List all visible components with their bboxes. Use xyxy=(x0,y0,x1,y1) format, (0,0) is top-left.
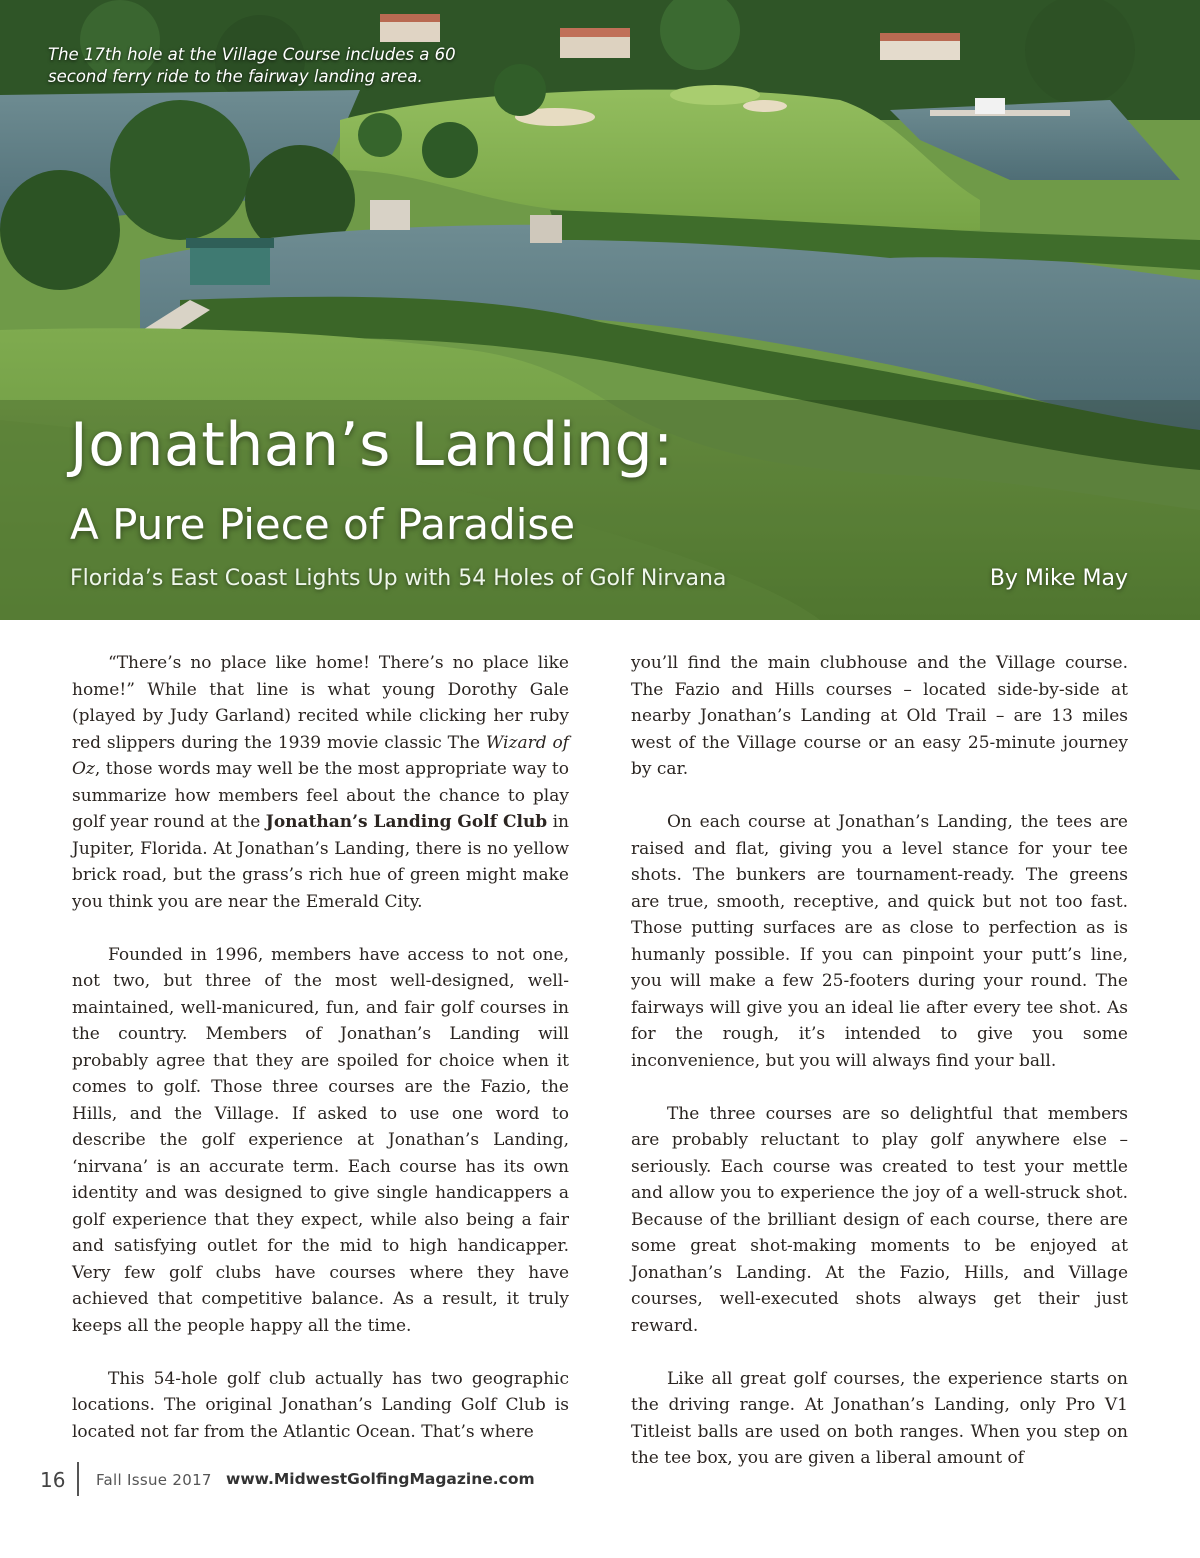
article-subtitle: Florida’s East Coast Lights Up with 54 Holes of Golf Nirvana xyxy=(70,566,727,591)
page-number: 16 xyxy=(40,1468,66,1492)
article-title: Jonathan’s Landing: xyxy=(70,410,674,480)
photo-caption: The 17th hole at the Village Course includes a 60 second ferry ride to the fairway landing area. xyxy=(48,45,456,86)
paragraph-6: Like all great golf courses, the experience starts on the driving range. At Jonathan’s Landing, only Pro V1 Titleist balls are used on both ranges. When you step on the tee box, you are given a liberal amount of xyxy=(631,1368,1128,1468)
article-title-line-2: A Pure Piece of Paradise xyxy=(70,500,576,549)
paragraph-4: On each course at Jonathan’s Landing, the tees are raised and flat, giving you a level stance for your tee shots. The bunkers are tournament-ready. The greens are true, smooth, receptive, and quick but not too fast. Those putting surfaces are as close to perfection as is humanly possible. If you can pinpoint your putt’s line, you will make a few 25-footers during your round. The fairways will give you an ideal lie after every tee shot. As for the rough, it’s intended to give you some inconvenience, but you will always find your ball. xyxy=(631,812,1128,1071)
paragraph-5: The three courses are so delightful that members are probably reluctant to play golf anywhere else – seriously. Each course was created to test your mettle and allow you to experience the joy of a well-struck shot. Because of the brilliant design of each course, there are some great shot-making moments to be enjoyed at Jonathan’s Landing. At the Fazio, Hills, and Village courses, well-executed shots always get their just reward. xyxy=(631,1103,1128,1336)
club-name: Jonathan’s Landing Golf Club xyxy=(265,812,548,832)
paragraph-3: This 54-hole golf club actually has two geographic locations. The original Jonathan’s Landing Golf Club is located not far from the Atlantic Ocean. That’s where xyxy=(72,1368,569,1442)
article-column-right xyxy=(631,650,1128,1498)
author-byline: By Mike May xyxy=(989,566,1128,591)
paragraph-3-continued: you’ll find the main clubhouse and the Village course. The Fazio and Hills courses – located side-by-side at nearby Jonathan’s Landing at Old Trail – are 13 miles west of the Village course or an easy 25-minute journey by car. xyxy=(631,653,1128,779)
article-column-left xyxy=(72,650,569,1472)
footer-divider xyxy=(77,1462,79,1496)
issue-label: Fall Issue 2017 xyxy=(96,1471,212,1489)
movie-title: Wizard of Oz xyxy=(72,732,569,779)
website-link[interactable]: www.MidwestGolfingMagazine.com xyxy=(226,1470,535,1488)
paragraph-1: “There’s no place like home! There’s no place like home!” While that line is what young Dorothy Gale (played by Judy Garland) recited while clicking her ruby red slippers during the 1939 movie classic The Wizard of Oz, those words may well be the most appropriate way to summarize how members feel about the chance to play golf year round at the Jonathan’s Landing Golf Club in Jupiter, Florida. At Jonathan’s Landing, there is no yellow brick road, but the grass’s rich hue of green might make you think you are near the Emerald City. xyxy=(72,653,570,912)
hero-photo xyxy=(0,0,1200,620)
paragraph-2: Founded in 1996, members have access to not one, not two, but three of the most well-designed, well-maintained, well-manicured, fun, and fair golf courses in the country. Members of Jonathan’s Landing will probably agree that they are spoiled for choice when it comes to golf. Those three courses are the Fazio, the Hills, and the Village. If asked to use one word to describe the golf experience at Jonathan’s Landing, ‘nirvana’ is an accurate term. Each course has its own identity and was designed to give single handicappers a golf experience that they expect, while also being a fair and satisfying outlet for the mid to high handicapper. Very few golf clubs have courses where they have achieved that competitive balance. As a result, it truly keeps all the people happy all the time. xyxy=(72,944,569,1336)
